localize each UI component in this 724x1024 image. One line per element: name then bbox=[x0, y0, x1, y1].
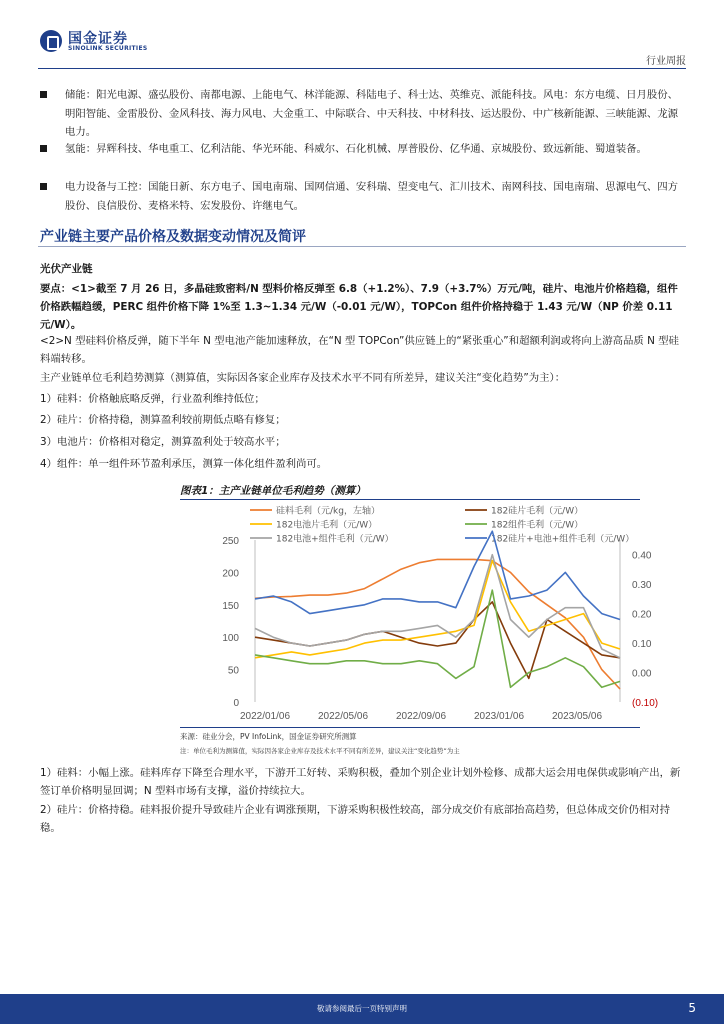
x-tick-label: 2023/01/06 bbox=[473, 711, 525, 722]
page-header bbox=[0, 0, 724, 68]
y-left-tick-label: 50 bbox=[227, 665, 239, 677]
report-type: 行业周报 bbox=[646, 56, 686, 67]
section-divider bbox=[38, 246, 686, 247]
y-right-tick-label: 0.20 bbox=[632, 609, 652, 621]
bullet-text: 电力设备与工控：国能日新、东方电子、国电南瑞、国网信通、安科瑞、望变电气、汇川技术、南网科技、国电南瑞、思源电气、四方股份、良信股份、麦格米特、宏发股份、许继电气。 bbox=[65, 181, 679, 212]
figure-note: 注：单位毛利为测算值，实际因各家企业库存及技术水平不同有所差异，建议关注“变化趋势”为主 bbox=[180, 747, 460, 755]
trend-item-2: 2）硅片：价格持稳，测算盈利较前期低点略有修复； bbox=[40, 414, 286, 426]
brand-name-cn: 国金证券 bbox=[68, 31, 128, 47]
x-tick-label: 2022/05/06 bbox=[317, 711, 369, 722]
margin-trend-chart bbox=[200, 502, 670, 724]
sinolink-logo-icon bbox=[40, 30, 62, 52]
y-right-tick-label: 0.40 bbox=[632, 550, 652, 562]
key-point-1-text: <1>截至 7 月 26 日，多晶硅致密料/N 型料价格反弹至 6.8（+1.2%）、7.9（+3.7%）万元/吨，硅片、电池片价格趋稳，组件价格跌幅趋缓，PERC 组件价格下降 1%至 1.3~1.34 元/W（-0.01 元/W），TOPCon 组件价格持稳于 1.43 元/W（NP 价差 0.11 元/W）。 bbox=[40, 283, 678, 331]
legend-label: 182电池片毛利（元/W） bbox=[276, 520, 378, 531]
header-divider bbox=[38, 68, 686, 69]
chart-legend bbox=[250, 505, 634, 545]
series-line bbox=[255, 590, 620, 687]
legend-label: 硅料毛利（元/kg，左轴） bbox=[276, 506, 380, 517]
key-point-2: <2>N 型硅料价格反弹，随下半年 N 型电池产能加速释放，在“N 型 TOPCon”供应链上的“紧张重心”和超额利润或将向上游高品质 N 型硅料端转移。 bbox=[40, 335, 679, 365]
key-point-label: 要点： bbox=[40, 283, 72, 295]
legend-label: 182硅片+电池+组件毛利（元/W） bbox=[491, 534, 635, 545]
trend-item-4: 4）组件：单一组件环节盈利承压，测算一体化组件盈利尚可。 bbox=[40, 458, 328, 470]
page-number: 5 bbox=[688, 1001, 696, 1015]
figure-source: 来源：硅业分会，PV InfoLink，国金证券研究所测算 bbox=[180, 732, 357, 741]
after-paragraph-2: 2）硅片：价格持稳。硅料报价提升导致硅片企业有调涨预期，下游采购积极性较高，部分成交价有底部抬高趋势，但总体成交价仍相对持稳。 bbox=[40, 804, 671, 834]
legend-label: 182电池+组件毛利（元/W） bbox=[276, 534, 394, 545]
figure-title: 图表1：主产业链单位毛利趋势（测算） bbox=[180, 485, 366, 497]
y-right-tick-label: (0.10) bbox=[632, 698, 659, 709]
figure-top-rule bbox=[180, 499, 640, 500]
footer-disclaimer: 敬请参阅最后一页特别声明 bbox=[317, 1004, 407, 1013]
y-right-tick-label: 0.00 bbox=[632, 668, 652, 680]
chart-series bbox=[255, 531, 620, 689]
x-tick-label: 2022/09/06 bbox=[395, 711, 447, 722]
bullet-storage-wind bbox=[40, 86, 688, 142]
trend-item-1: 1）硅料：价格触底略反弹，行业盈利维持低位； bbox=[40, 393, 265, 405]
legend-label: 182硅片毛利（元/W） bbox=[491, 506, 584, 517]
legend-label: 182组件毛利（元/W） bbox=[491, 520, 584, 531]
bullet-power-equipment bbox=[40, 178, 688, 215]
y-left-tick-label: 0 bbox=[233, 698, 239, 709]
x-tick-label: 2022/01/06 bbox=[239, 711, 291, 722]
figure-bottom-rule bbox=[180, 727, 640, 728]
y-left-tick-label: 150 bbox=[222, 600, 239, 612]
y-left-tick-label: 250 bbox=[222, 536, 239, 547]
series-line bbox=[255, 559, 620, 689]
bullet-text: 储能：阳光电源、盛弘股份、南都电源、上能电气、林洋能源、科陆电子、科士达、英维克、派能科技。风电：东方电缆、日月股份、明阳智能、金雷股份、金风科技、海力风电、大金重工、中际联合、中天科技、中材科技、运达股份、中广核新能源、三峡能源、龙源电力。 bbox=[65, 89, 679, 138]
sub-title: 光伏产业链 bbox=[40, 263, 93, 275]
x-tick-label: 2023/05/06 bbox=[551, 711, 603, 722]
after-paragraph-1: 1）硅料：小幅上涨。硅料库存下降至合理水平，下游开工好转、采购积极，叠加个别企业计划外检修、成都大运会用电保供或影响产出，新签订单价格明显回调；N 型料市场有支撑，溢价持续拉大。 bbox=[40, 767, 681, 797]
bullet-hydrogen bbox=[40, 140, 688, 159]
y-left-tick-label: 100 bbox=[222, 633, 239, 645]
y-right-tick-label: 0.30 bbox=[632, 580, 652, 592]
y-right-tick-label: 0.10 bbox=[632, 639, 652, 651]
y-left-tick-label: 200 bbox=[222, 568, 239, 580]
series-line bbox=[255, 555, 620, 658]
bullet-square-icon bbox=[40, 91, 47, 98]
section-title: 产业链主要产品价格及数据变动情况及简评 bbox=[40, 229, 306, 245]
bullet-square-icon bbox=[40, 183, 47, 190]
bullet-square-icon bbox=[40, 145, 47, 152]
series-line bbox=[255, 561, 620, 658]
key-point-3: 主产业链单位毛利趋势测算（测算值，实际因各家企业库存及技术水平不同有所差异，建议关注“变化趋势”为主）： bbox=[40, 372, 566, 384]
key-point-1 bbox=[40, 280, 688, 334]
trend-item-3: 3）电池片：价格相对稳定，测算盈利处于较高水平； bbox=[40, 436, 286, 448]
bullet-text: 氢能：昇辉科技、华电重工、亿利洁能、华光环能、科威尔、石化机械、厚普股份、亿华通、京城股份、致远新能、蜀道装备。 bbox=[65, 143, 647, 155]
brand-name-en: SINOLINK SECURITIES bbox=[68, 45, 148, 52]
